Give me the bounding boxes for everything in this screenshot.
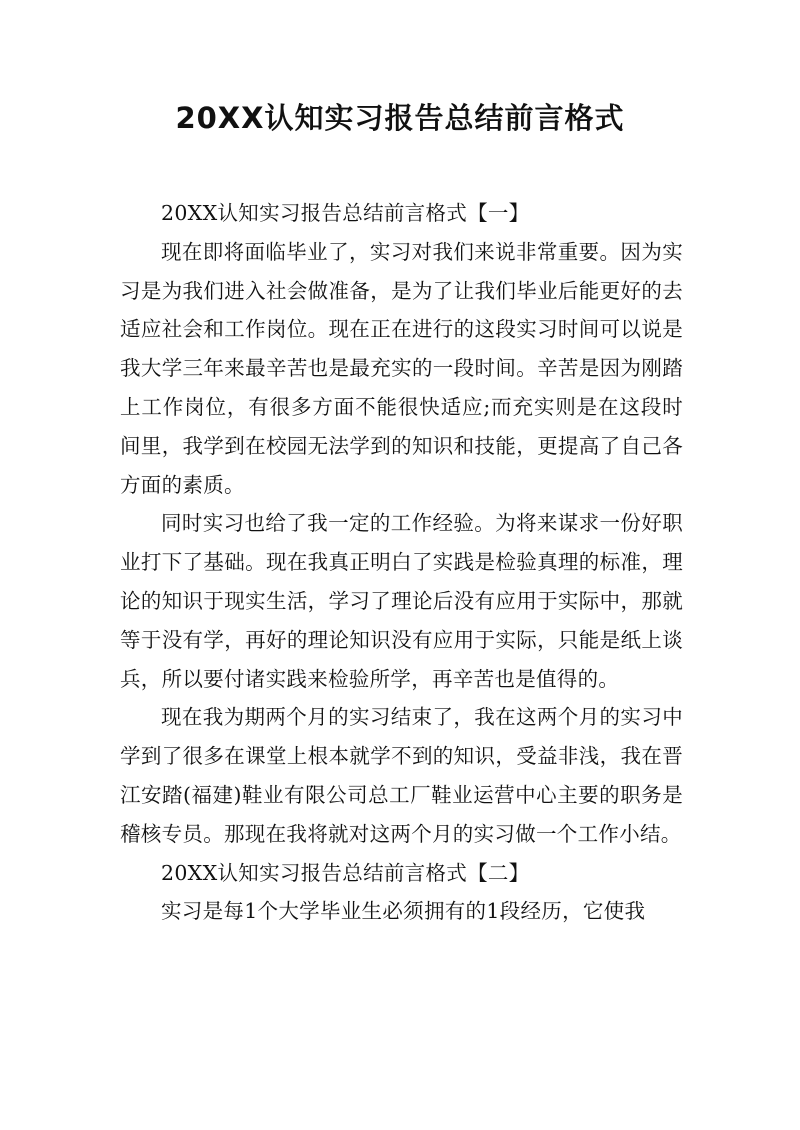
paragraph: 现在即将面临毕业了，实习对我们来说非常重要。因为实习是为我们进入社会做准备，是为了让我们毕业后能更好的去适应社会和工作岗位。现在正在进行的这段实习时间可以说是我大学三年来最辛苦也是最充实的一段时间。辛苦是因为刚踏上工作岗位，有很多方面不能很快适应;而充实则是在这段时间里，我学到在校园无法学到的知识和技能，更提高了自己各方面的素质。: [120, 239, 683, 497]
paragraph: 实习是每1个大学毕业生必须拥有的1段经历，它使我: [161, 899, 646, 924]
document-title: 20XX认知实习报告总结前言格式: [175, 101, 625, 135]
section-heading-1: 20XX认知实习报告总结前言格式【一】: [161, 201, 530, 225]
document-body: [120, 194, 683, 931]
paragraph: 现在我为期两个月的实习结束了，我在这两个月的实习中学到了很多在课堂上根本就学不到的知识，受益非浅，我在晋江安踏(福建)鞋业有限公司总工厂鞋业运营中心主要的职务是稽核专员。那现在我将就对这两个月的实习做一个工作小结。: [120, 705, 683, 846]
paragraph: 同时实习也给了我一定的工作经验。为将来谋求一份好职业打下了基础。现在我真正明白了实践是检验真理的标准，理论的知识于现实生活，学习了理论后没有应用于实际中，那就等于没有学，再好的理论知识没有应用于实际，只能是纸上谈兵，所以要付诸实践来检验所学，再辛苦也是值得的。: [120, 511, 683, 691]
section-heading-2: 20XX认知实习报告总结前言格式【二】: [161, 860, 530, 885]
